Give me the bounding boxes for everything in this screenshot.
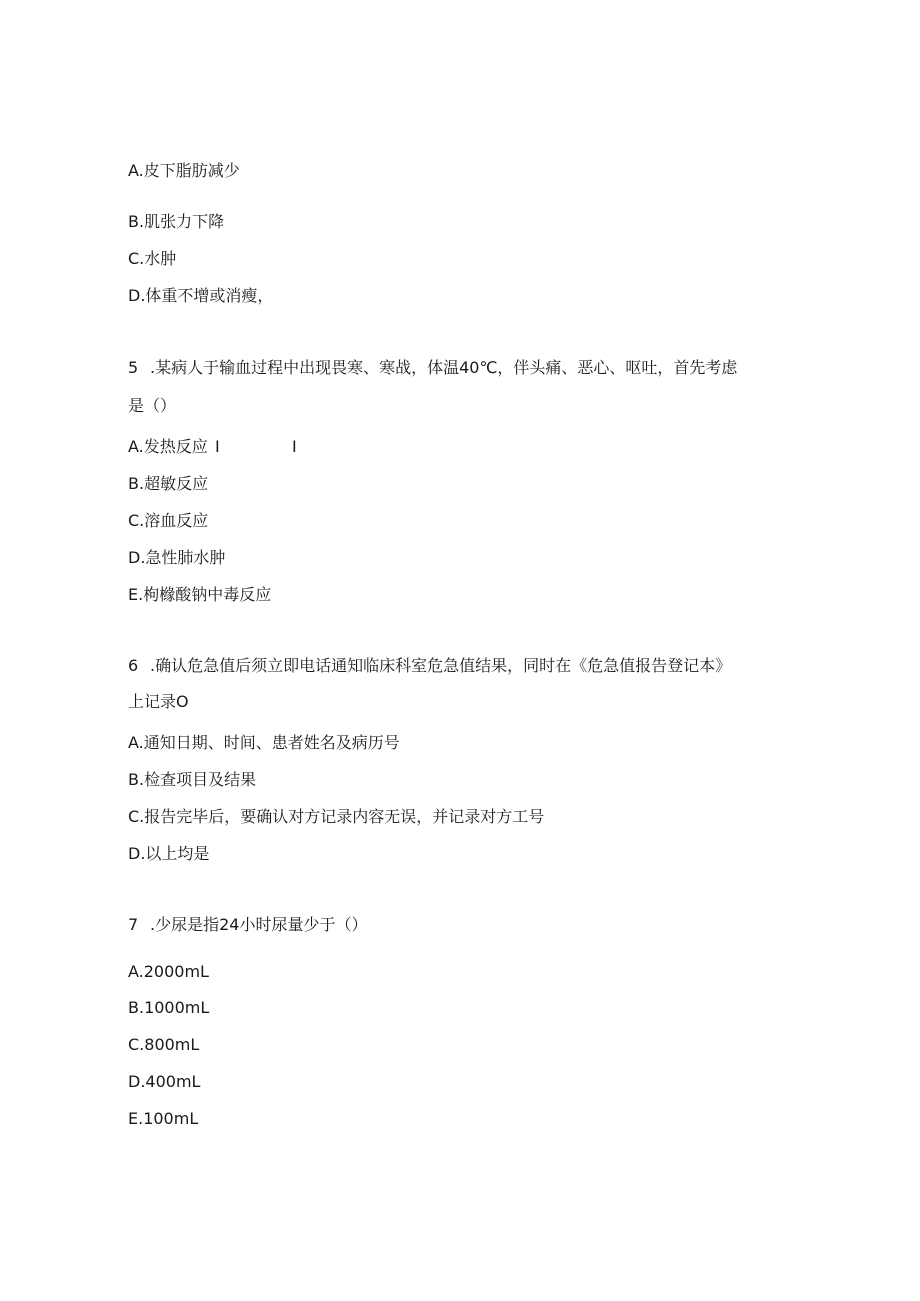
q7-stem-text-1: .少尿是指24小时尿量少于（） [150, 915, 368, 934]
q6-stem [128, 656, 731, 676]
q4-option-a: A.皮下脂肪减少 [128, 161, 240, 180]
q7-stem [128, 915, 367, 935]
q7-option-c: C.800mL [128, 1035, 200, 1054]
q4-option-c: C.水肿 [128, 249, 177, 268]
q7-option-a: A.2000mL [128, 962, 209, 981]
q6-stem-text-1: .确认危急值后须立即电话通知临床科室危急值结果，同时在《危急值报告登记本》 [150, 656, 732, 675]
q5-option-c: C.溶血反应 [128, 511, 209, 530]
q6-option-b: B.检查项目及结果 [128, 770, 257, 789]
q6-option-c: C.报告完毕后，要确认对方记录内容无误，并记录对方工号 [128, 807, 545, 826]
q5-stray-mark-1: I [215, 437, 220, 456]
q7-option-b: B.1000mL [128, 998, 210, 1017]
q5-option-b: B.超敏反应 [128, 474, 209, 493]
q7-number: 7 [128, 915, 139, 934]
q7-option-e: E.100mL [128, 1109, 199, 1128]
q5-number: 5 [128, 358, 139, 377]
q5-stem-text-2: 是（） [128, 396, 177, 415]
q5-stray-mark-2: I [292, 437, 297, 456]
q6-option-a: A.通知日期、时间、患者姓名及病历号 [128, 733, 400, 752]
q6-option-d: D.以上均是 [128, 844, 210, 863]
q4-option-d: D.体重不增或消瘦， [128, 286, 274, 305]
q5-option-d: D.急性肺水肿 [128, 548, 226, 567]
q5-stem [128, 358, 737, 378]
q6-number: 6 [128, 656, 139, 675]
q5-option-a: A.发热反应 [128, 437, 208, 456]
q5-option-e: E.枸橼酸钠中毒反应 [128, 585, 272, 604]
q6-stem-text-2: 上记录O [128, 692, 189, 711]
q5-stem-text-1: .某病人于输血过程中出现畏寒、寒战，体温40℃，伴头痛、恶心、呕吐，首先考虑 [150, 358, 738, 377]
q4-option-b: B.肌张力下降 [128, 212, 225, 231]
q7-option-d: D.400mL [128, 1072, 201, 1091]
